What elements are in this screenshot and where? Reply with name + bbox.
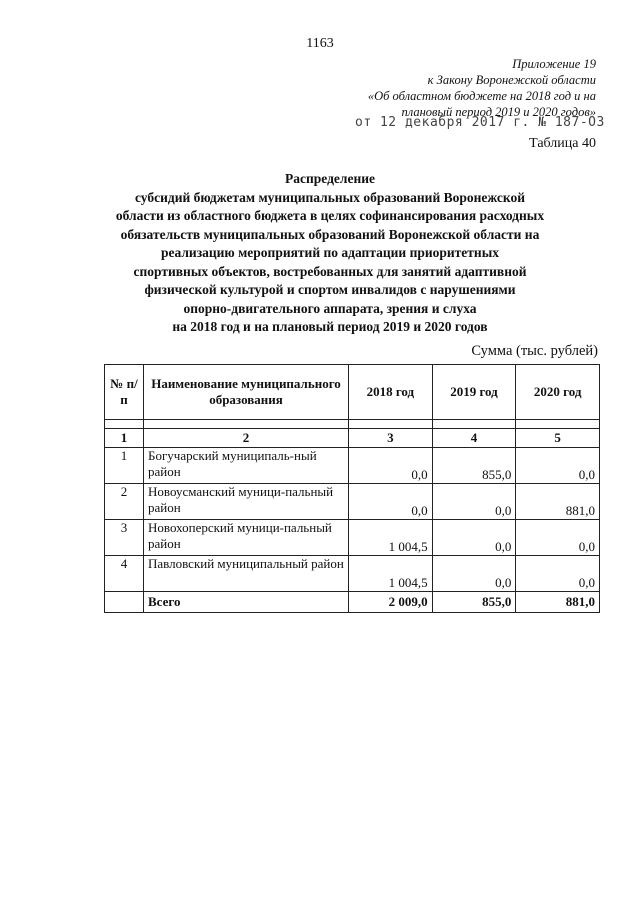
value-2018: 0,0 xyxy=(349,448,433,484)
title-line: опорно-двигательного аппарата, зрения и слуха xyxy=(183,300,477,316)
municipality-name: Павловский муниципальный район xyxy=(144,556,349,592)
column-number: 4 xyxy=(432,429,516,448)
row-number: 1 xyxy=(105,448,144,484)
table-spacer xyxy=(105,420,600,429)
header-2019: 2019 год xyxy=(432,365,516,420)
table-label: Таблица 40 xyxy=(529,136,596,151)
title-line: области из областного бюджета в целях софинансирования расходных xyxy=(115,208,545,223)
appendix-line: плановый период 2019 и 2020 годов» xyxy=(401,105,596,119)
header-2018: 2018 год xyxy=(349,365,433,420)
table-row xyxy=(105,484,600,520)
total-2020: 881,0 xyxy=(516,592,600,613)
appendix-line: к Закону Воронежской области xyxy=(427,73,596,87)
row-number: 3 xyxy=(105,520,144,556)
row-number: 4 xyxy=(105,556,144,592)
value-2018: 1 004,5 xyxy=(349,556,433,592)
subsidy-table xyxy=(104,364,600,613)
document-title xyxy=(60,170,600,337)
table-row xyxy=(105,556,600,592)
value-2018: 0,0 xyxy=(349,484,433,520)
column-number: 3 xyxy=(349,429,433,448)
row-number: 2 xyxy=(105,484,144,520)
municipality-name: Новоусманский муници-пальный район xyxy=(144,484,349,520)
total-row xyxy=(105,592,600,613)
value-2019: 0,0 xyxy=(432,484,516,520)
header-2020: 2020 год xyxy=(516,365,600,420)
title-line: субсидий бюджетам муниципальных образований Воронежской xyxy=(134,189,526,205)
value-2019: 855,0 xyxy=(432,448,516,484)
value-2020: 0,0 xyxy=(516,556,600,592)
column-number-row xyxy=(105,429,600,448)
title-line: на 2018 год и на плановый период 2019 и 2020 годов xyxy=(172,319,488,334)
page-number: 1163 xyxy=(306,36,334,51)
total-number-cell xyxy=(105,592,144,613)
municipality-name: Новохоперский муници-пальный район xyxy=(144,520,349,556)
appendix-line: Приложение 19 xyxy=(512,57,596,71)
title-line: реализацию мероприятий по адаптации приоритетных xyxy=(160,245,500,260)
header-number: № п/п xyxy=(105,365,144,420)
total-2019: 855,0 xyxy=(432,592,516,613)
appendix-note xyxy=(296,56,596,120)
value-2020: 0,0 xyxy=(516,448,600,484)
value-2019: 0,0 xyxy=(432,556,516,592)
column-number: 2 xyxy=(144,429,349,448)
units-label: Сумма (тыс. рублей) xyxy=(471,343,598,359)
header-municipality: Наименование муниципального образования xyxy=(144,365,349,420)
table-row xyxy=(105,520,600,556)
column-number: 5 xyxy=(516,429,600,448)
title-line: Распределение xyxy=(284,171,376,186)
table-row xyxy=(105,448,600,484)
total-label: Всего xyxy=(144,592,349,613)
value-2020: 881,0 xyxy=(516,484,600,520)
municipality-name: Богучарский муниципаль-ный район xyxy=(144,448,349,484)
table-header-row xyxy=(105,365,600,420)
appendix-line: «Об областном бюджете на 2018 год и на xyxy=(367,89,596,103)
value-2020: 0,0 xyxy=(516,520,600,556)
value-2018: 1 004,5 xyxy=(349,520,433,556)
title-line: обязательств муниципальных образований Воронежской области на xyxy=(120,226,540,242)
title-line: спортивных объектов, востребованных для занятий адаптивной xyxy=(133,263,527,279)
title-line: физической культурой и спортом инвалидов с нарушениями xyxy=(144,282,516,297)
law-date-stamp: от 12 декабря 2017 г. № 187-ОЗ xyxy=(355,115,605,130)
column-number: 1 xyxy=(105,429,144,448)
total-2018: 2 009,0 xyxy=(349,592,433,613)
value-2019: 0,0 xyxy=(432,520,516,556)
